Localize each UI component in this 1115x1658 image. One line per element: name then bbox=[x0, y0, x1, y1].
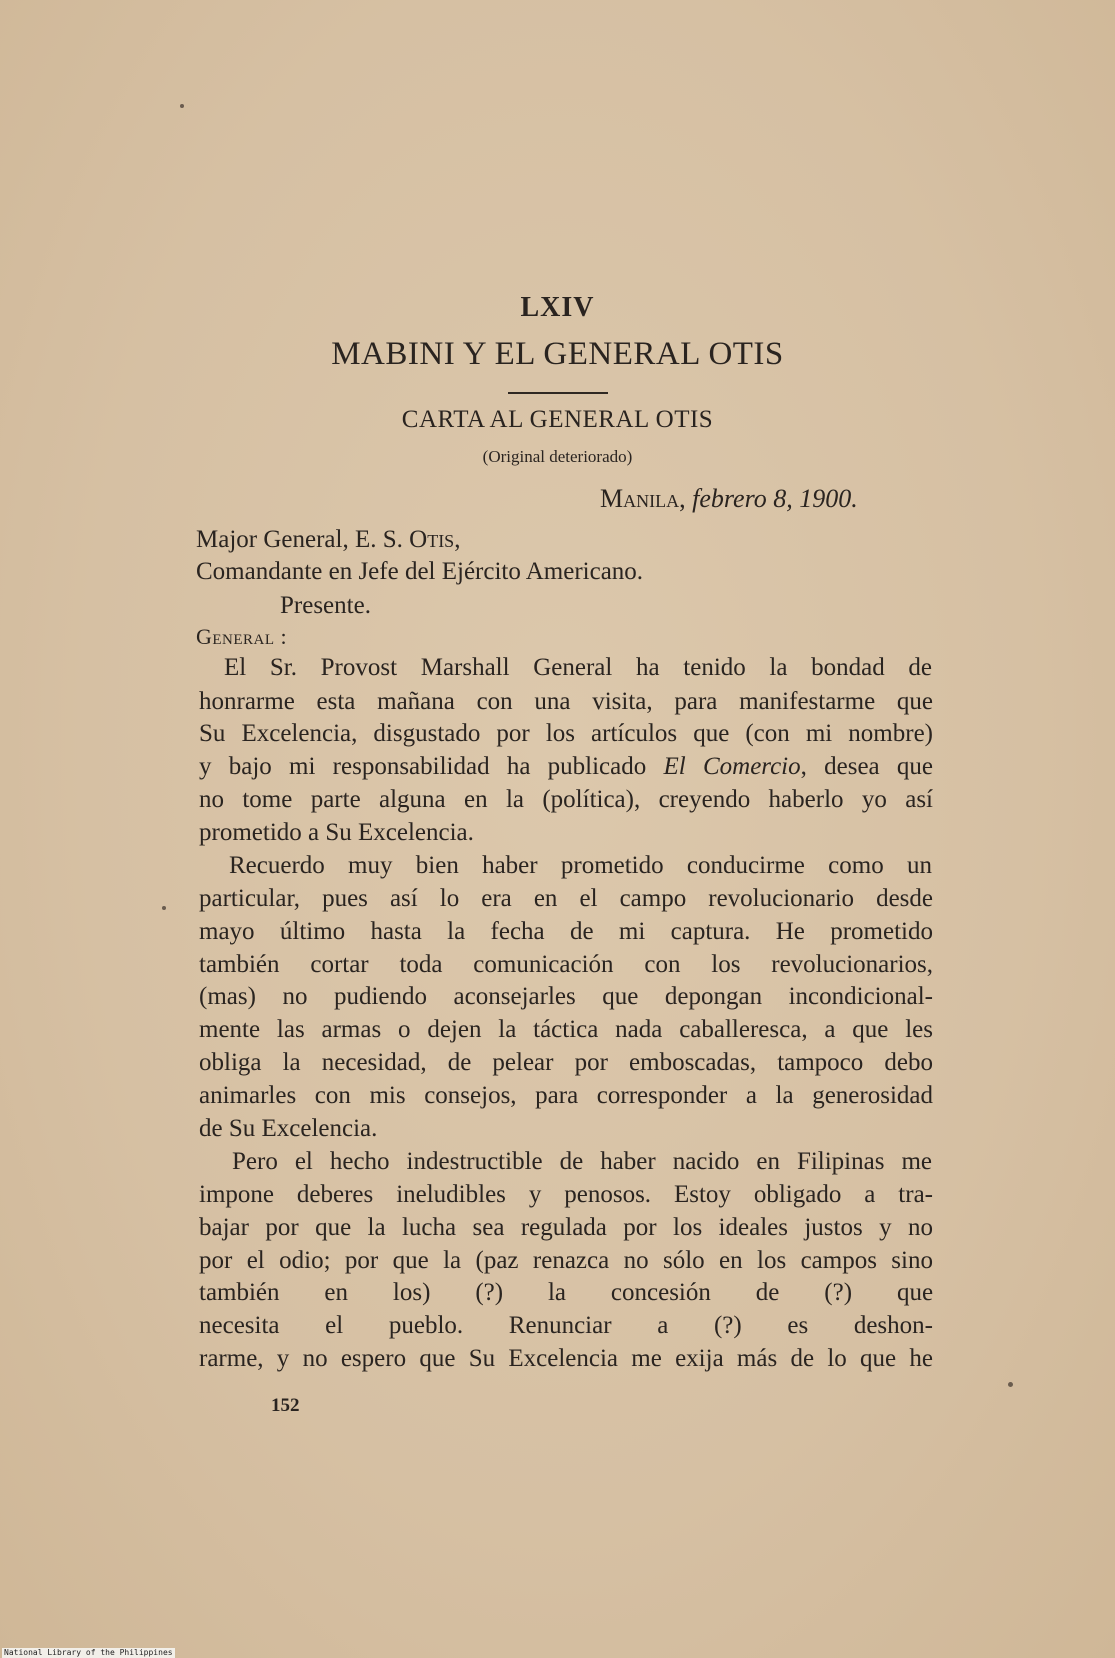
recipient-rank-line bbox=[196, 526, 460, 554]
paper-speck bbox=[162, 906, 166, 910]
paper-speck bbox=[1008, 1382, 1013, 1387]
dateline bbox=[600, 484, 858, 514]
body-line: animarles con mis consejos, para corresponder a la generosidad bbox=[199, 1082, 933, 1109]
body-line: por el odio; por que la (paz renazca no sólo en los campos sino bbox=[199, 1247, 933, 1274]
body-text: la concesión de bbox=[547, 1279, 780, 1306]
body-line: Recuerdo muy bien haber prometido conducirme como un bbox=[229, 852, 932, 879]
body-line: de Su Excelencia. bbox=[199, 1115, 378, 1142]
footer-credit: National Library of the Philippines bbox=[4, 1648, 173, 1657]
body-text: también en los) bbox=[199, 1279, 431, 1306]
chapter-number: LXIV bbox=[520, 292, 595, 323]
body-line: El Sr. Provost Marshall General ha tenido la bondad de bbox=[224, 654, 932, 681]
body-line: honrarme esta mañana con una visita, para manifestarme que bbox=[199, 688, 933, 715]
recipient-rank: Major General, E. S. bbox=[196, 526, 410, 553]
body-line: bajar por que la lucha sea regulada por los ideales justos y no bbox=[199, 1214, 933, 1241]
body-line: obliga la necesidad, de pelear por emboscadas, tampoco debo bbox=[199, 1049, 933, 1076]
page-number: 152 bbox=[271, 1395, 300, 1416]
presente-line: Presente. bbox=[280, 592, 371, 619]
body-line: no tome parte alguna en la (política), creyendo haberlo yo así bbox=[199, 786, 933, 813]
illegible-mark: (?) bbox=[824, 1279, 853, 1306]
body-line: también cortar toda comunicación con los revolucionarios, bbox=[199, 951, 933, 978]
body-line: particular, pues así lo era en el campo revolucionario desde bbox=[199, 885, 933, 912]
illegible-mark: (?) bbox=[475, 1279, 504, 1306]
title-divider bbox=[508, 392, 608, 394]
body-line bbox=[199, 1277, 933, 1309]
body-text: , desea que bbox=[800, 753, 933, 780]
body-text: que bbox=[896, 1279, 934, 1306]
body-line: Su Excelencia, disgustado por los artículos que (con mi nombre) bbox=[199, 720, 933, 747]
letter-note: (Original deteriorado) bbox=[482, 447, 633, 466]
body-line: mente las armas o dejen la táctica nada caballeresca, a que les bbox=[199, 1016, 933, 1043]
body-line: (mas) no pudiendo aconsejarles que depongan incondicional- bbox=[199, 983, 933, 1010]
body-line: Pero el hecho indestructible de haber nacido en Filipinas me bbox=[232, 1148, 932, 1175]
body-text: necesita el pueblo. Renunciar a bbox=[199, 1312, 669, 1339]
recipient-title: Comandante en Jefe del Ejército Americano. bbox=[196, 558, 644, 585]
body-line: impone deberes ineludibles y penosos. Estoy obligado a tra- bbox=[199, 1181, 933, 1208]
dateline-place: Manila, bbox=[600, 484, 686, 513]
salutation: General : bbox=[196, 624, 288, 649]
illegible-mark: (?) bbox=[713, 1312, 742, 1339]
body-line: prometido a Su Excelencia. bbox=[199, 819, 474, 846]
newspaper-title: El Comercio bbox=[663, 753, 801, 780]
paper-speck bbox=[180, 104, 184, 108]
letter-heading: CARTA AL GENERAL OTIS bbox=[401, 406, 714, 433]
dateline-date: febrero 8, 1900. bbox=[692, 484, 858, 513]
body-line: mayo último hasta la fecha de mi captura. He prometido bbox=[199, 918, 933, 945]
recipient-name-suffix: , bbox=[454, 526, 461, 553]
chapter-title: MABINI Y EL GENERAL OTIS bbox=[331, 336, 784, 372]
body-text: es deshon- bbox=[787, 1312, 933, 1339]
recipient-name: Otis bbox=[409, 526, 455, 553]
body-line: rarme, y no espero que Su Excelencia me exija más de lo que he bbox=[199, 1345, 933, 1372]
body-line bbox=[199, 1310, 933, 1342]
body-text: y bajo mi responsabilidad ha publicado bbox=[199, 753, 664, 780]
body-line bbox=[199, 751, 933, 783]
